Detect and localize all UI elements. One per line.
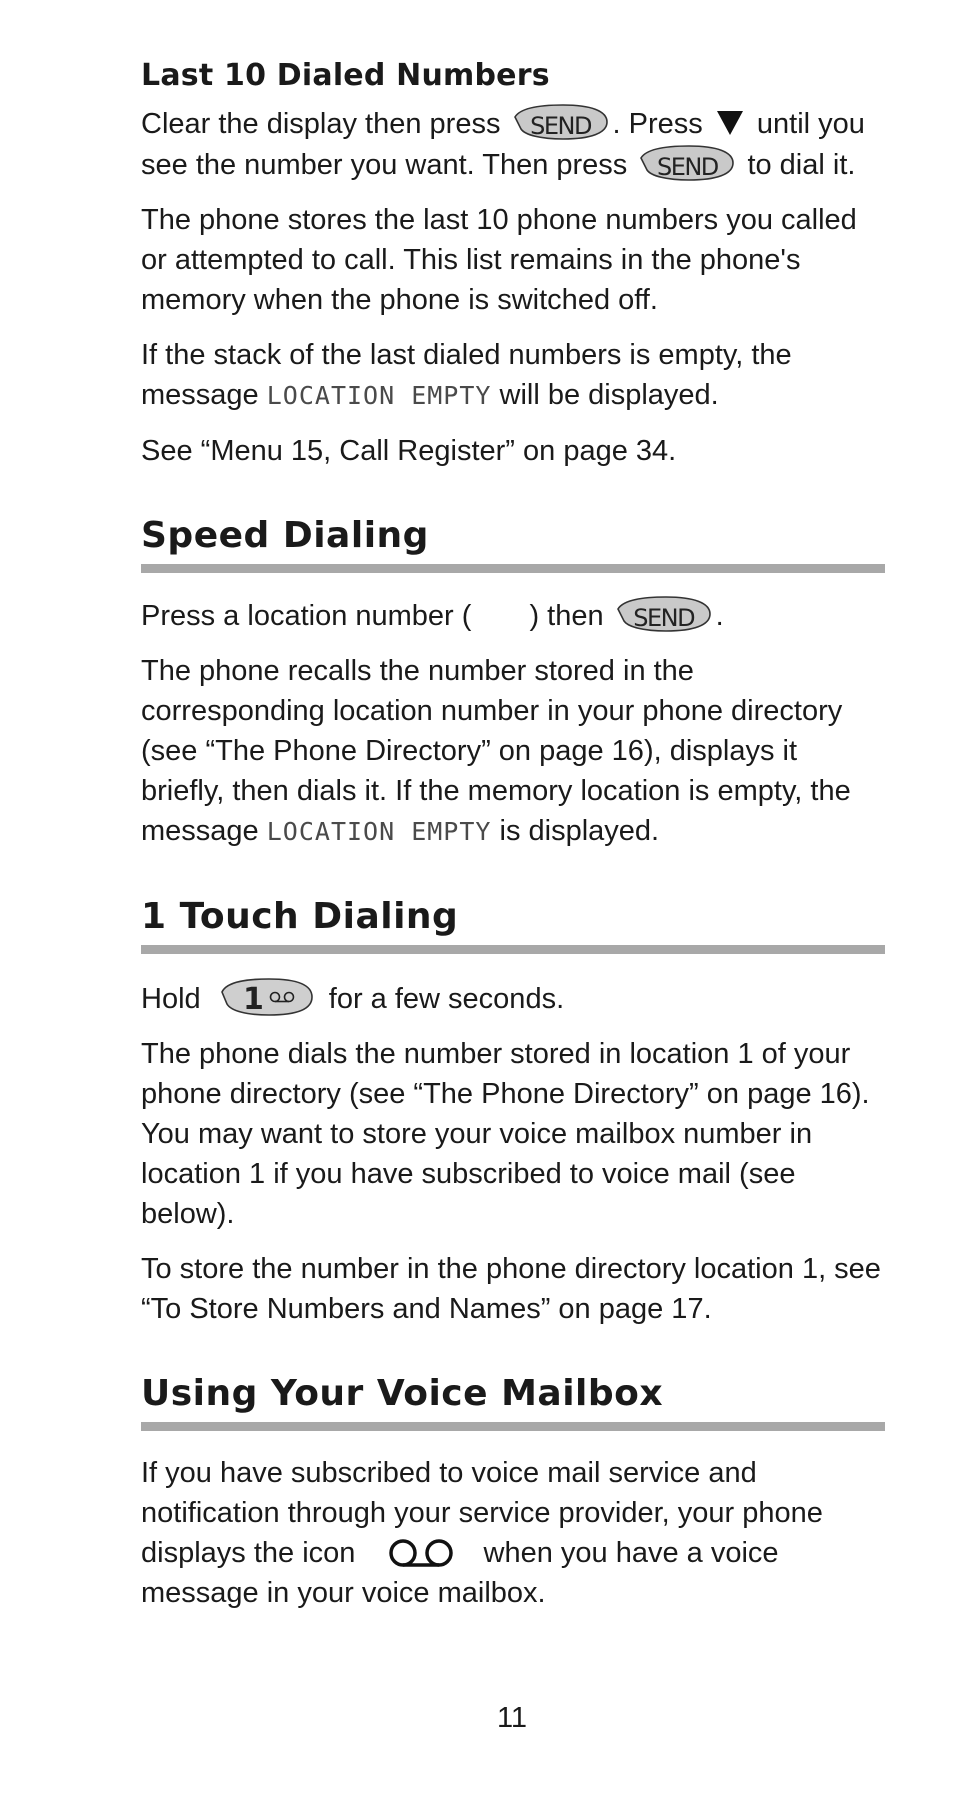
text: ) then [529,600,604,632]
text: will be displayed. [499,379,719,411]
lcd-message: LOCATION EMPTY [266,381,492,410]
heading-voice-mailbox: Using Your Voice Mailbox [141,1373,664,1414]
send-key-icon [513,103,609,141]
paragraph-last10-see-also: See “Menu 15, Call Register” on page 34. [141,435,677,467]
text: when you have a voice message in your voice mailbox. [141,1537,779,1609]
text: . [715,600,724,632]
paragraph-voicemail [141,1453,885,1613]
down-arrow-icon [717,111,743,135]
text: The phone recalls the number stored in the corresponding location number in your phone directory (see “The Phone Directory” on page 16), displays it briefly, then dials it. If the memory location is empty, the message [141,655,851,847]
send-key-label: SEND [633,604,695,632]
heading-1-touch-dialing: 1 Touch Dialing [141,896,459,937]
paragraph-touch-store: To store the number in the phone directory location 1, see “To Store Numbers and Names” on page 17. [141,1253,881,1325]
text: until you see the number you want. Then press [141,108,865,181]
one-key-icon [219,976,315,1018]
voicemail-icon [385,1535,457,1571]
text: If you have subscribed to voice mail service and notification through your service provider, your phone displays the icon [141,1457,823,1569]
section-rule [141,945,885,954]
text: If the stack of the last dialed numbers is empty, the message [141,339,792,411]
paragraph-last10-storage: The phone stores the last 10 phone numbers you called or attempted to call. This list remains in the phone's memory when the phone is switched off. [141,204,857,316]
text: Clear the display then press [141,108,501,140]
text: is displayed. [499,815,660,847]
one-key-label: 1 [242,982,264,1017]
page-number: 11 [496,1702,528,1734]
paragraph-speed-description [141,651,885,852]
section-rule [141,564,885,573]
section-rule [141,1422,885,1431]
text: Press a location number ( [141,600,472,632]
send-key-icon [616,595,712,633]
paragraph-last10-empty [141,335,885,416]
heading-last-10-dialed: Last 10 Dialed Numbers [141,58,550,93]
send-key-label: SEND [530,112,591,140]
text: . Press [612,108,703,140]
heading-speed-dialing: Speed Dialing [141,515,429,556]
send-key-icon [639,144,735,182]
paragraph-touch-instructions [141,976,885,1019]
paragraph-touch-description: The phone dials the number stored in location 1 of your phone directory (see “The Phone Directory” on page 16). You may want to store your voice mailbox number in location 1 if you have subscribed to voice mail (see below). [141,1038,870,1230]
paragraph-last10-instructions [141,103,885,185]
text: Hold [141,983,201,1015]
text: for a few seconds. [328,983,565,1015]
lcd-message: LOCATION EMPTY [266,817,492,846]
text: to dial it. [747,149,856,181]
manual-page [141,58,885,1628]
send-key-label: SEND [656,153,718,181]
paragraph-speed-instructions [141,595,885,636]
